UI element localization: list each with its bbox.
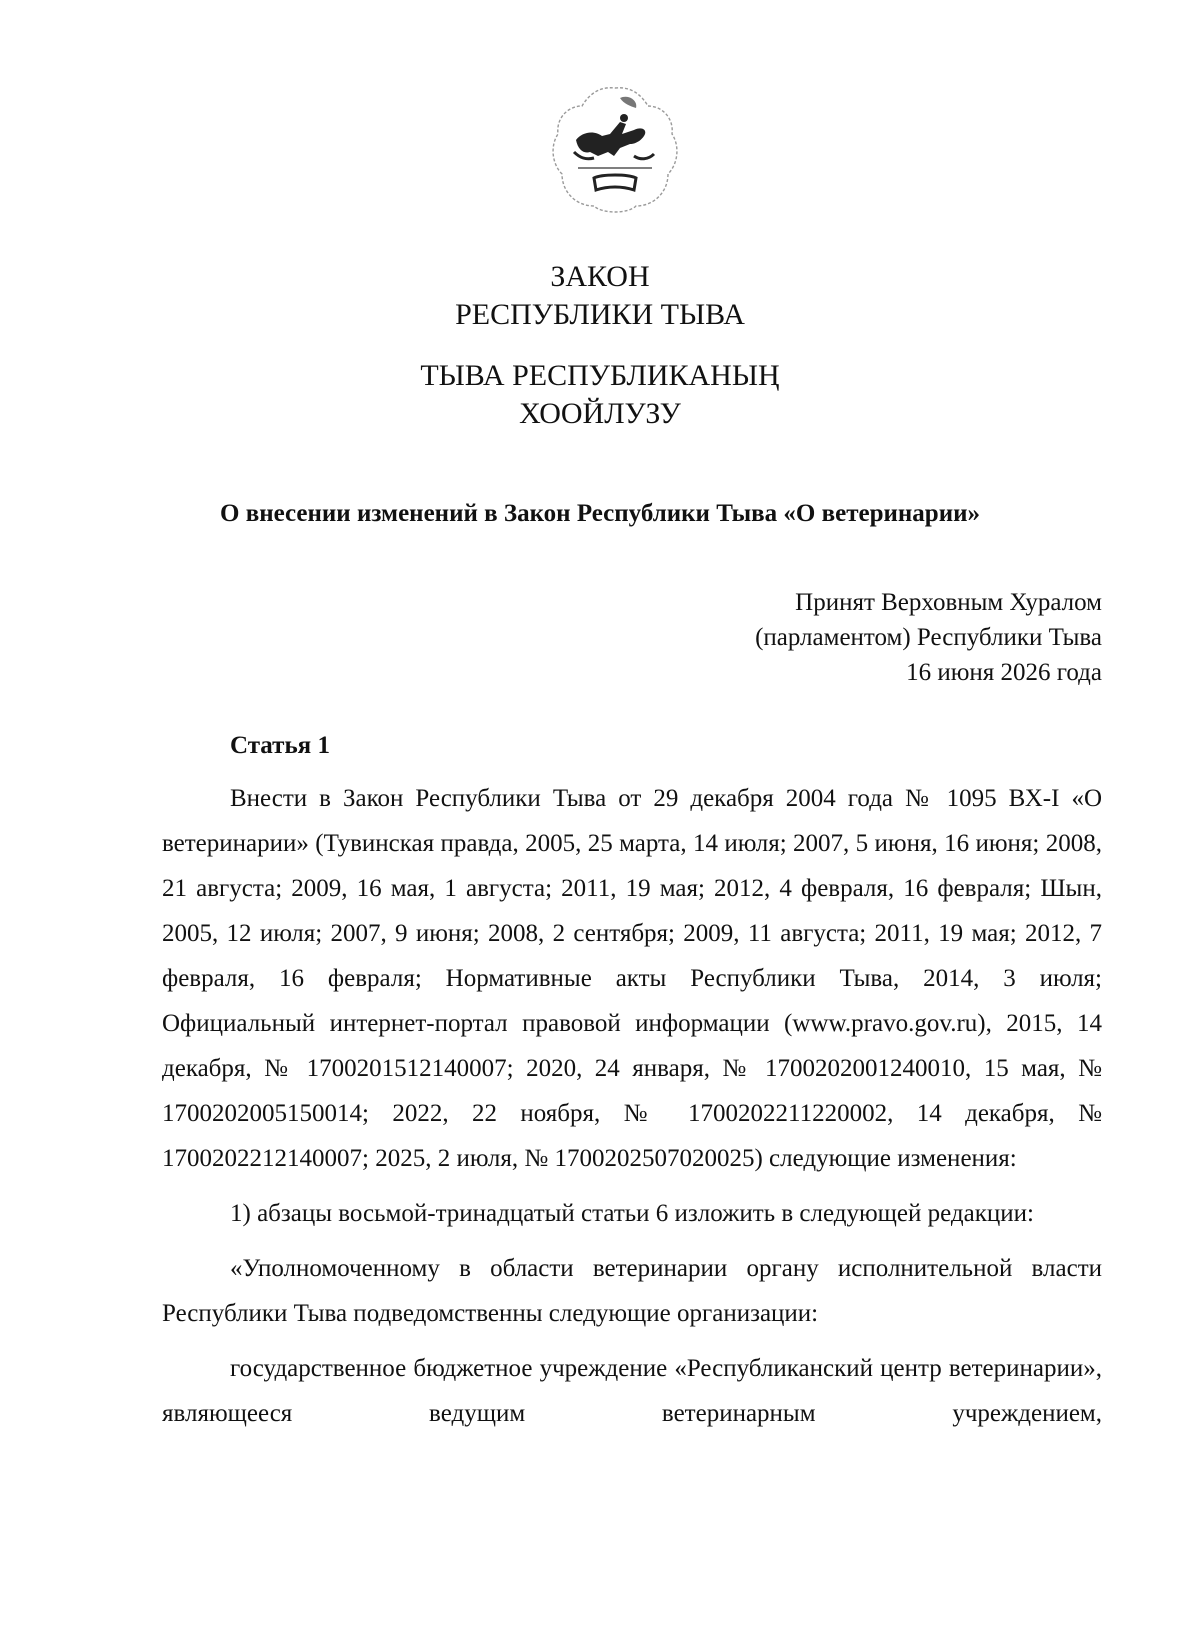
article-paragraph: 1) абзацы восьмой-тринадцатый статьи 6 изложить в следующей редакции: [230, 1200, 1034, 1227]
article-paragraph: государственное бюджетное учреждение «Республиканский центр ветеринарии», являющееся ведущим ветеринарным учреждением, [162, 1355, 1102, 1427]
tuva-coat-of-arms-icon [550, 82, 680, 218]
law-title-ru-line2: РЕСПУБЛИКИ ТЫВА [455, 298, 745, 331]
law-title-tyv-line2: ХООЙЛУЗУ [519, 397, 681, 430]
adoption-line1: Принят Верховным Хуралом [795, 589, 1102, 616]
law-title-ru-line1: ЗАКОН [550, 260, 650, 293]
adoption-date: 16 июня 2026 года [906, 659, 1102, 686]
coat-of-arms-emblem [550, 82, 680, 218]
adoption-note [755, 585, 1102, 690]
article-paragraph: «Уполномоченному в области ветеринарии органу исполнительной власти Республики Тыва подведомственны следующие организации: [162, 1255, 1102, 1327]
article-heading: Статья 1 [230, 732, 330, 759]
article-body [162, 776, 1102, 1446]
law-subject: О внесении изменений в Закон Республики Тыва «О ветеринарии» [220, 500, 980, 527]
article-paragraph: Внести в Закон Республики Тыва от 29 декабря 2004 года № 1095 ВХ-I «О ветеринарии» (Тувинская правда, 2005, 25 марта, 14 июля; 2007, 5 июня, 16 июня; 2008, 21 августа; 2009, 16 мая, 1 августа; 2011, 19 мая; 2012, 4 февраля, 16 февраля; Шын, 2005, 12 июля; 2007, 9 июня; 2008, 2 сентября; 2009, 11 августа; 2011, 19 мая; 2012, 7 февраля, 16 февраля; Нормативные акты Республики Тыва, 2014, 3 июля; Официальный интернет-портал правовой информации (www.pravo.gov.ru), 2015, 14 декабря, № 1700201512140007; 2020, 24 января, № 1700202001240010, 15 мая, № 1700202005150014; 2022, 22 ноября, № 1700202211220002, 14 декабря, № 1700202212140007; 2025, 2 июля, № 1700202507020025) следующие изменения: [162, 785, 1102, 1172]
adoption-line2: (парламентом) Республики Тыва [755, 624, 1102, 651]
law-title-tuvan [0, 357, 1200, 433]
law-title-russian [0, 258, 1200, 334]
law-title-tyv-line1: ТЫВА РЕСПУБЛИКАНЫҢ [420, 359, 780, 392]
